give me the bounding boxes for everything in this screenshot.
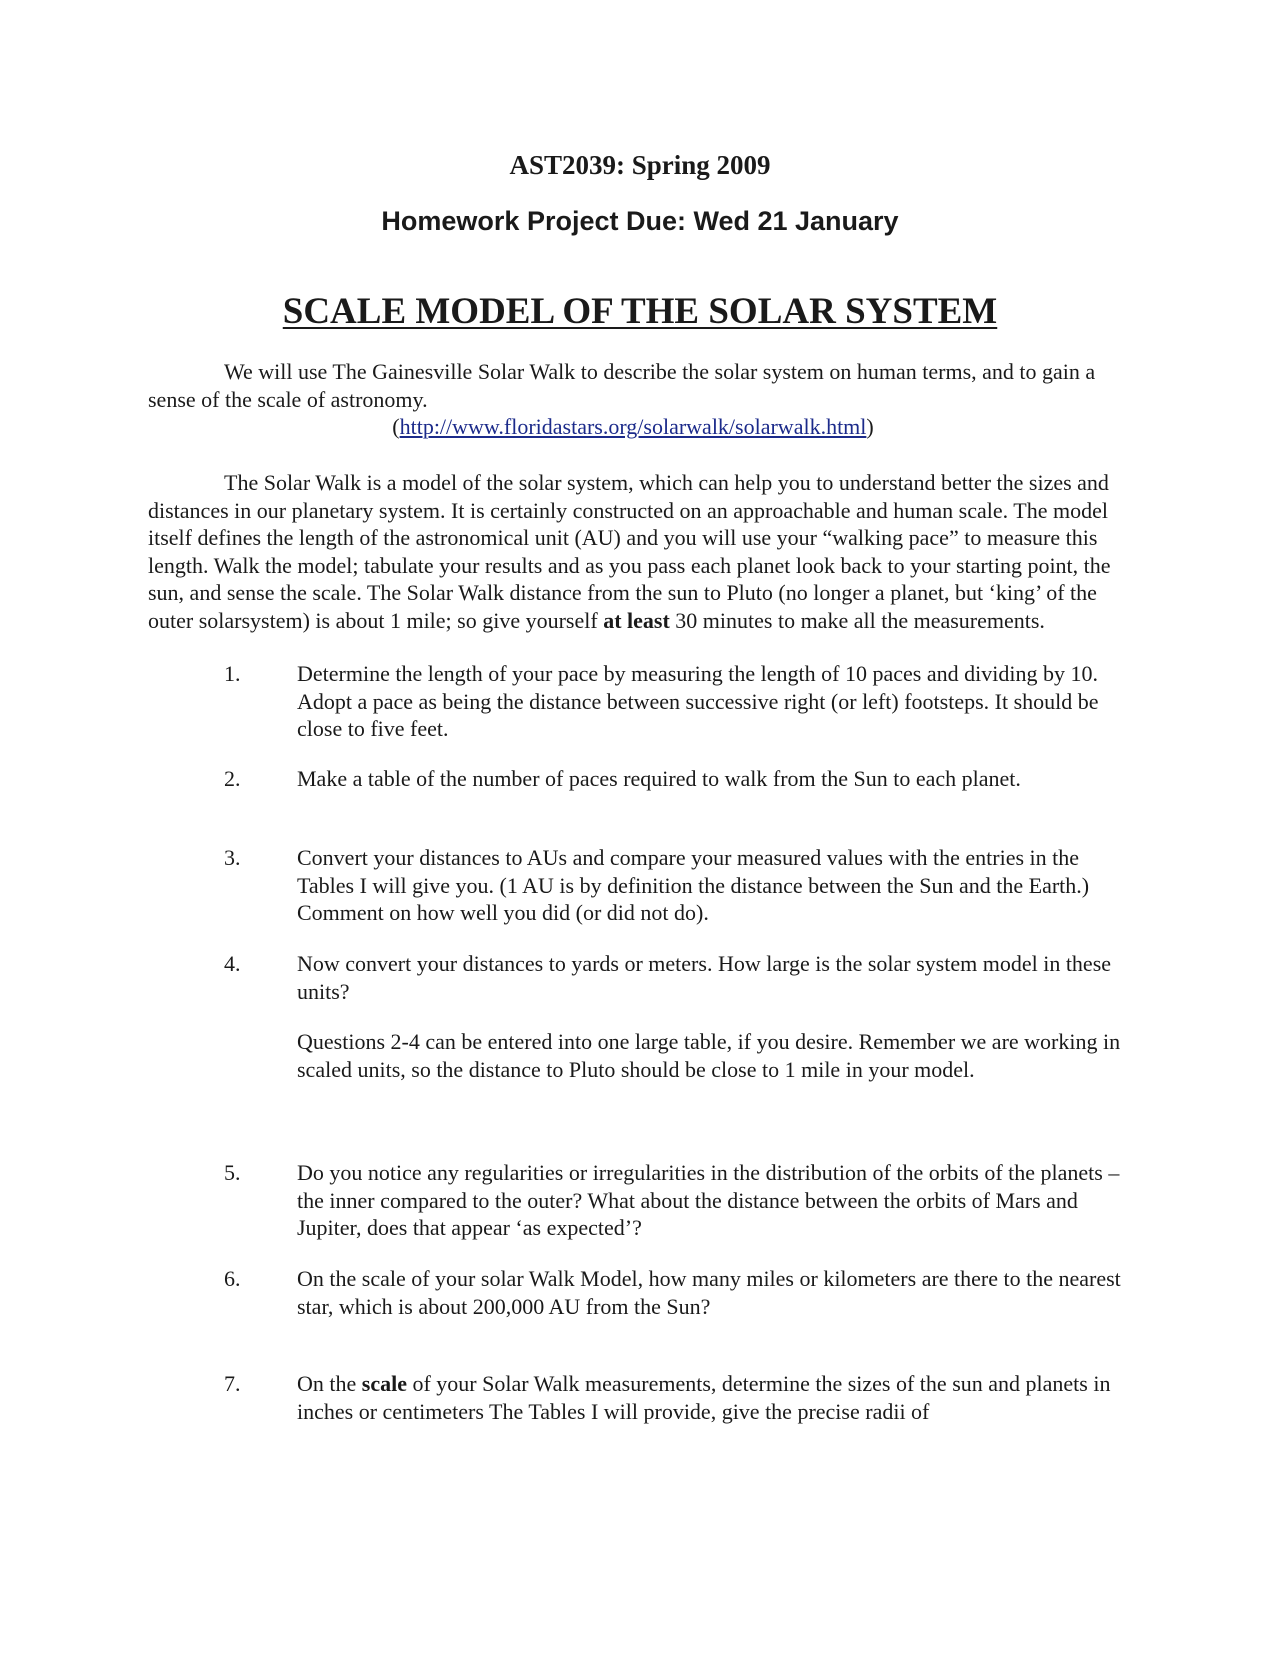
solar-walk-link[interactable]: http://www.floridastars.org/solarwalk/solarwalk.html [399, 414, 867, 439]
intro-paragraph [148, 358, 1138, 441]
item-number: 2. [224, 766, 241, 791]
item-text: Do you notice any regularities or irregularities in the distribution of the orbits of the planets – the inner compared to the outer? What about the distance between the orbits of Mars and Jupiter, does that appear ‘as expected’? [297, 1160, 1120, 1240]
page-title: SCALE MODEL OF THE SOLAR SYSTEM [282, 291, 998, 332]
course-heading: AST2039: Spring 2009 [509, 150, 771, 180]
item-text: Determine the length of your pace by measuring the length of 10 paces and dividing by 10. Adopt a pace as being the distance between successive right (or left) footsteps. It should be close to five feet. [297, 661, 1099, 741]
url-line: (http://www.floridastars.org/solarwalk/solarwalk.html) [392, 414, 874, 439]
item-number: 7. [224, 1371, 241, 1396]
item-text: Make a table of the number of paces required to walk from the Sun to each planet. [297, 766, 1021, 791]
emphasis-at-least: at least [603, 607, 670, 633]
description-paragraph: The Solar Walk is a model of the solar system, which can help you to understand better the sizes and distances in our planetary system. It is certainly constructed on an approachable and human scale. The model itself defines the length of the astronomical unit (AU) and you will use your “walking pace” to measure this length. Walk the model; tabulate your results and as you pass each planet look back to your starting point, the sun, and sense the scale. The Solar Walk distance from the sun to Pluto (no longer a planet, but ‘king’ of the outer solarsystem) is about 1 mile; so give yourself at least 30 minutes to make all the measurements. [148, 470, 1111, 633]
emphasis-scale: scale [361, 1371, 407, 1396]
item-number: 3. [224, 845, 241, 870]
due-date-heading: Homework Project Due: Wed 21 January [381, 206, 899, 236]
item-text: On the scale of your solar Walk Model, how many miles or kilometers are there to the nearest star, which is about 200,000 AU from the Sun? [297, 1266, 1121, 1319]
item-number: 6. [224, 1266, 241, 1291]
item-number: 4. [224, 951, 241, 976]
item-text: Convert your distances to AUs and compare your measured values with the entries in the Tables I will give you. (1 AU is by definition the distance between the Sun and the Earth.) Comment on how well you did (or did not do). [297, 845, 1090, 925]
item-text: Now convert your distances to yards or meters. How large is the solar system model in these units? [297, 951, 1112, 1004]
item-number: 5. [224, 1160, 241, 1185]
item-number: 1. [224, 661, 241, 686]
questions-note: Questions 2-4 can be entered into one large table, if you desire. Remember we are working in scaled units, so the distance to Pluto should be close to 1 mile in your model. [297, 1029, 1121, 1082]
intro-text: We will use The Gainesville Solar Walk to describe the solar system on human terms, and to gain a sense of the scale of astronomy. [148, 359, 1096, 412]
item-text: On the scale of your Solar Walk measurements, determine the sizes of the sun and planets in inches or centimeters The Tables I will provide, give the precise radii of [297, 1371, 1111, 1424]
